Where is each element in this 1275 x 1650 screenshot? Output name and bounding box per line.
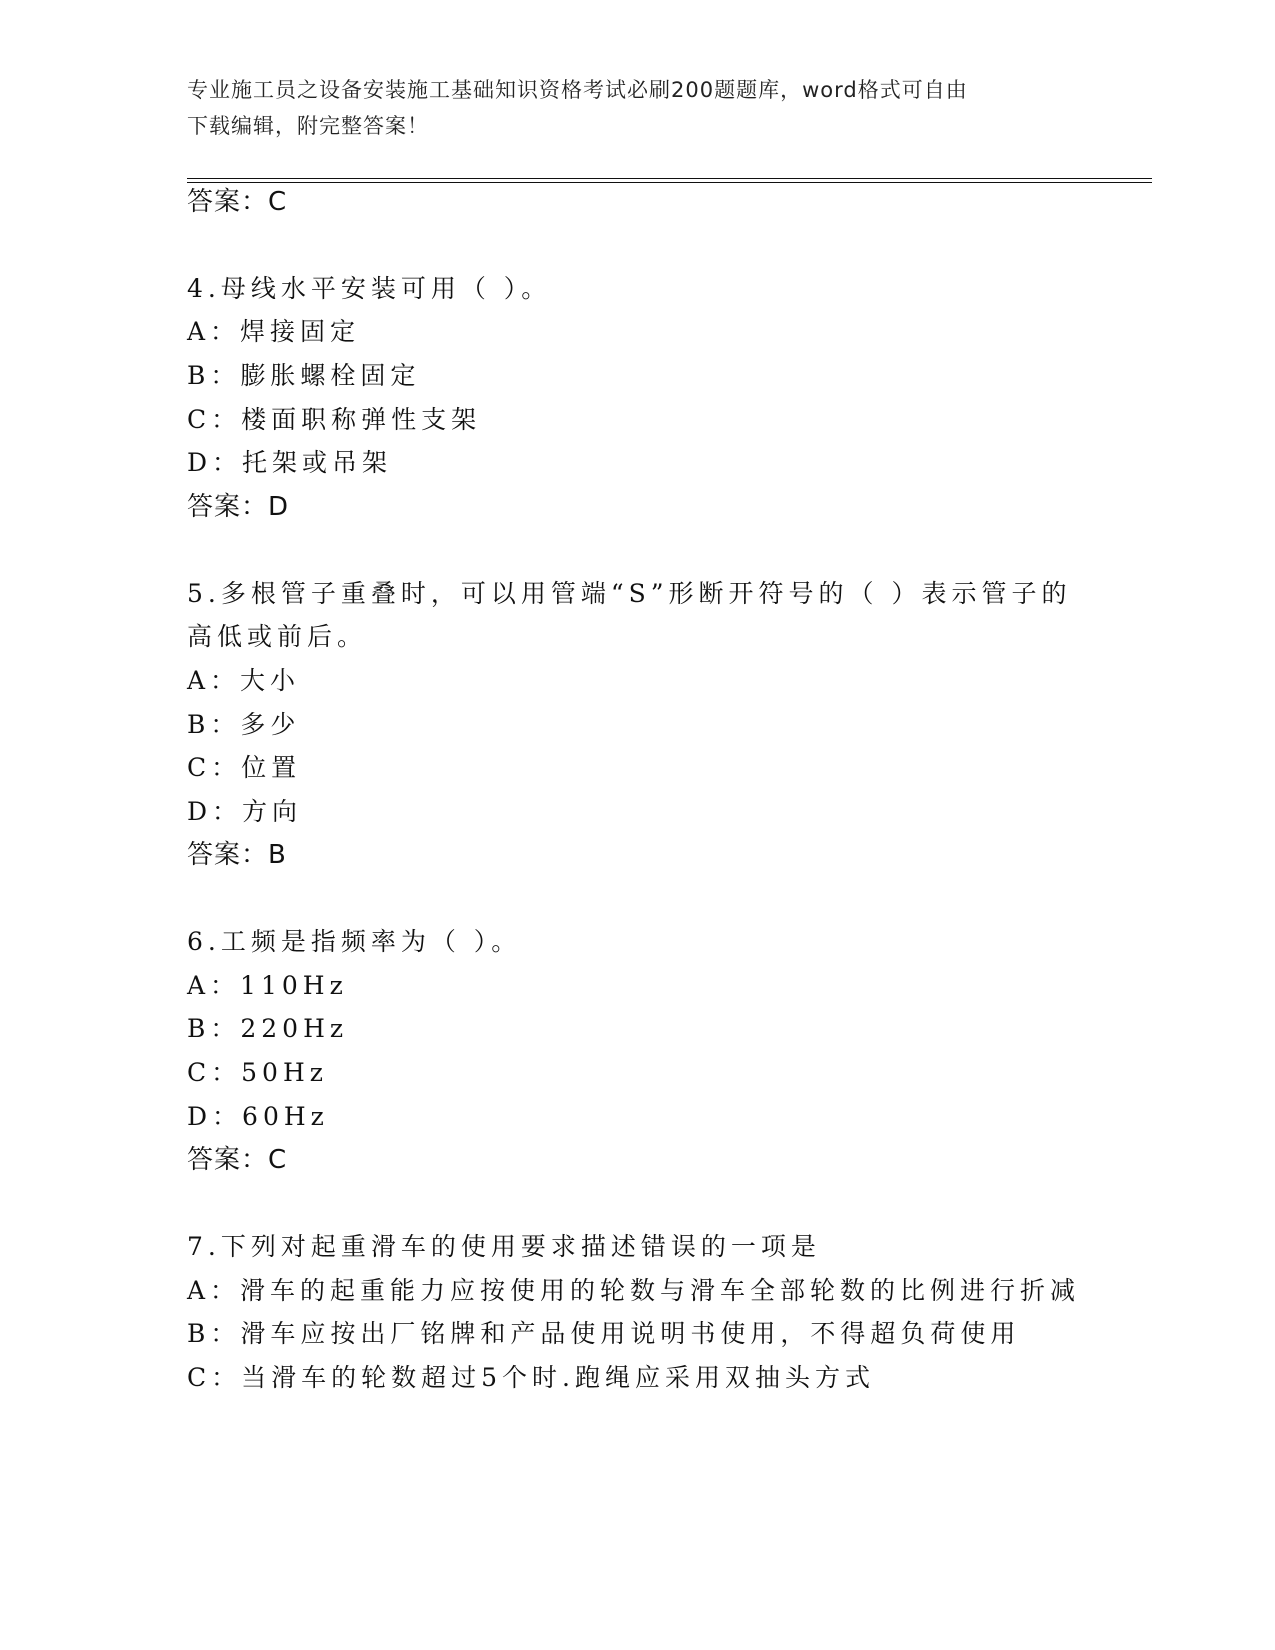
header-title-line-2: 下载编辑，附完整答案！ (187, 114, 429, 138)
question-4-option-a: A：焊接固定 (187, 317, 361, 346)
answer-q3: 答案：C (187, 187, 288, 217)
question-6-option-c: C：50Hz (187, 1058, 328, 1087)
question-7-option-c: C：当滑车的轮数超过5个时.跑绳应采用双抽头方式 (187, 1363, 875, 1392)
question-7-option-a: A：滑车的起重能力应按使用的轮数与滑车全部轮数的比例进行折减 (187, 1276, 1081, 1305)
question-6-text: 6.工频是指频率为（ ）。 (187, 927, 522, 956)
answer-q5: 答案：B (187, 840, 287, 870)
answer-q6: 答案：C (187, 1145, 288, 1175)
question-5-text-line-2: 高低或前后。 (187, 622, 368, 651)
question-6-option-a: A：110Hz (187, 971, 348, 1000)
question-6-option-d: D：60Hz (187, 1102, 329, 1131)
document-header (187, 72, 1067, 144)
header-title-line-1: 专业施工员之设备安装施工基础知识资格考试必刷200题题库，word格式可自由 (187, 78, 968, 102)
question-5-option-b: B：多少 (187, 710, 301, 739)
question-5-option-c: C：位置 (187, 753, 302, 782)
answer-q4: 答案：D (187, 492, 290, 522)
question-7-text: 7.下列对起重滑车的使用要求描述错误的一项是 (187, 1232, 821, 1261)
question-5-text-line-1: 5.多根管子重叠时，可以用管端“S”形断开符号的（ ）表示管子的 (187, 579, 1072, 608)
question-7-option-b: B：滑车应按出厂铭牌和产品使用说明书使用，不得超负荷使用 (187, 1319, 1021, 1348)
question-4-option-c: C：楼面职称弹性支架 (187, 405, 482, 434)
question-4-option-d: D：托架或吊架 (187, 448, 393, 477)
header-divider (187, 178, 1152, 183)
question-5-option-d: D：方向 (187, 797, 303, 826)
question-4-option-b: B：膨胀螺栓固定 (187, 361, 421, 390)
question-6-option-b: B：220Hz (187, 1014, 349, 1043)
question-5-option-a: A：大小 (187, 666, 301, 695)
question-4-text: 4.母线水平安装可用（ ）。 (187, 274, 552, 303)
